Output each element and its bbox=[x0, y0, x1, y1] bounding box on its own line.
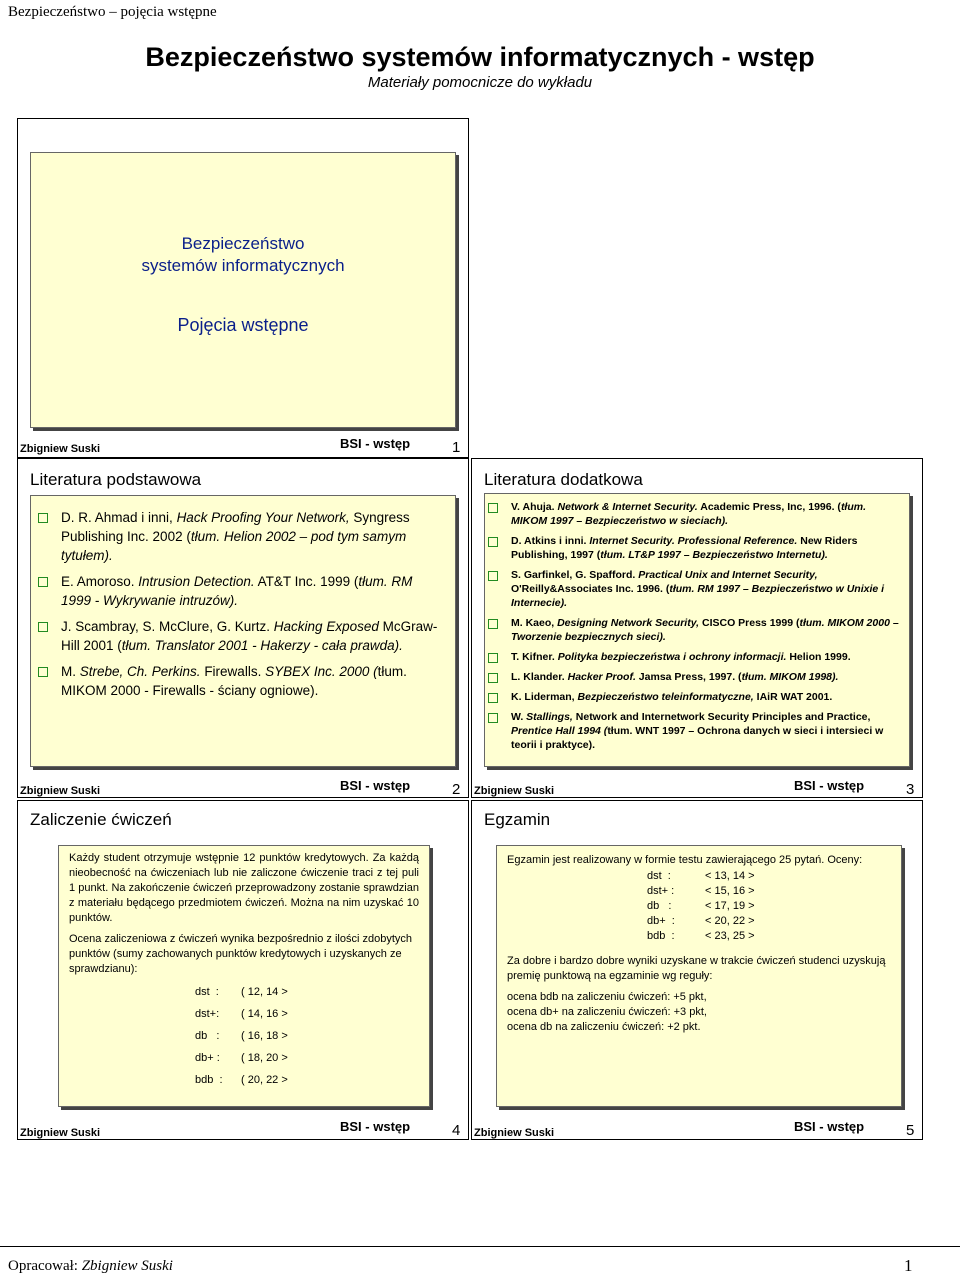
slide-4-grade-row bbox=[69, 1073, 419, 1095]
checkbox-bullet-icon bbox=[488, 571, 498, 581]
slide-3-reference-item-text: IAiR WAT 2001. bbox=[753, 691, 833, 703]
slide-5-paragraph-1: Egzamin jest realizowany w formie testu zawierającego 25 pytań. Oceny: bbox=[507, 854, 863, 866]
slide-1-number: 1 bbox=[452, 439, 461, 456]
slide-3-reference-item-text: T. Kifner. bbox=[511, 651, 558, 663]
slide-1-subtitle: Pojęcia wstępne bbox=[177, 315, 309, 335]
slide-3-reference-item-text: Stallings, bbox=[523, 711, 576, 723]
slide-3-reference-item-text: V. Ahuja. bbox=[511, 501, 558, 513]
slide-5-grade-range: < 23, 25 > bbox=[705, 930, 755, 942]
slide-3-reference-item-text: D. Atkins i inni. bbox=[511, 535, 590, 547]
slide-5-grade-row bbox=[507, 899, 893, 914]
slide-4-grade-range: ( 16, 18 > bbox=[241, 1030, 288, 1042]
slide-3-reference-item-text: M. Kaeo, bbox=[511, 617, 558, 629]
slide-2-reference-item bbox=[31, 617, 445, 655]
slide-3-reference-item-text: Academic Press, Inc, 1996. ( bbox=[697, 501, 841, 513]
slide-2-reference-item-text: Hacking Exposed bbox=[273, 619, 379, 634]
checkbox-bullet-icon bbox=[488, 503, 498, 513]
slide-2-reference-item-text: tłum. RM 1999 - Wykrywanie intruzów). bbox=[61, 574, 413, 608]
slide-4-grade-label: db+ : bbox=[195, 1052, 220, 1064]
slide-5-grade-label: db : bbox=[647, 900, 672, 912]
slide-5-rules bbox=[507, 990, 893, 1035]
slide-2-reference-item-text: Syngress Publishing Inc. 2002 ( bbox=[61, 510, 410, 544]
slide-2-content-box bbox=[30, 495, 456, 767]
slide-4-grade-label: bdb : bbox=[195, 1074, 223, 1086]
slide-3-reference-item-text: Designing Network Security, bbox=[557, 617, 700, 629]
slide-2-reference-item-text: Hack Proofing Your Network, bbox=[176, 510, 350, 525]
slide-5-grade-range: < 13, 14 > bbox=[705, 870, 755, 882]
slide-4-grade-range: ( 20, 22 > bbox=[241, 1074, 288, 1086]
slide-3-reference-item-text: S. Garfinkel, G. Spafford. bbox=[511, 569, 639, 581]
slide-3-course: BSI - wstęp bbox=[794, 778, 865, 793]
slide-4-title: Zaliczenie ćwiczeń bbox=[30, 810, 172, 829]
slide-4-paragraph-2: Ocena zaliczeniowa z ćwiczeń wynika bezpośrednio z ilości zdobytych punktów (sumy zachowanych punktów kredytowych i uzyskanych ze sprawdzianu): bbox=[69, 933, 412, 975]
running-title: Bezpieczeństwo – pojęcia wstępne bbox=[8, 4, 217, 20]
slide-4-grade-range: ( 12, 14 > bbox=[241, 986, 288, 998]
slide-3-reference-item bbox=[485, 500, 901, 528]
slide-2-reference-item-text: tłum. MIKOM 2000 - Firewalls - ściany ogniowe). bbox=[61, 664, 407, 698]
slide-5-rule: ocena db na zaliczeniu ćwiczeń: +2 pkt. bbox=[507, 1021, 701, 1033]
slide-3-reference-item-text: W. bbox=[511, 711, 524, 723]
document-title: Bezpieczeństwo systemów informatycznych - wstęp bbox=[145, 42, 815, 72]
slide-3-reference-item-text: Helion 1999. bbox=[786, 651, 851, 663]
slide-3-list bbox=[485, 500, 901, 752]
slide-4-grades bbox=[69, 985, 419, 1095]
slide-4-number: 4 bbox=[452, 1122, 461, 1139]
slide-3-reference-item-text: Internet Security. Professional Reference. bbox=[589, 535, 798, 547]
slide-2-reference-item-text: McGraw-Hill 2001 ( bbox=[61, 619, 438, 653]
slide-5-grades bbox=[507, 869, 893, 944]
slide-2-reference-item-text: E. Amoroso. bbox=[61, 574, 139, 589]
slide-2-reference-item-text: tłum. Translator 2001 - Hakerzy - cała prawda). bbox=[121, 638, 403, 653]
slide-5-grade-label: db+ : bbox=[647, 915, 675, 927]
slide-3-reference-item-text: O'Reilly&Associates Inc. 1996. ( bbox=[511, 583, 670, 595]
slide-4-content-box bbox=[58, 845, 430, 1107]
slide-4-grade-label: db : bbox=[195, 1030, 220, 1042]
slide-3-reference-item-text: tłum. MIKOM 1998). bbox=[741, 671, 839, 683]
checkbox-bullet-icon bbox=[488, 713, 498, 723]
slide-5-number: 5 bbox=[906, 1122, 915, 1139]
slide-3-reference-item-text: New Riders Publishing, 1997 ( bbox=[511, 535, 858, 561]
slide-5-grade-label: bdb : bbox=[647, 930, 675, 942]
slide-3-number: 3 bbox=[906, 781, 915, 798]
slide-5-content-box bbox=[496, 845, 902, 1107]
checkbox-bullet-icon bbox=[38, 577, 48, 587]
slide-5-grade-label: dst+ : bbox=[647, 885, 675, 897]
slide-2-reference-item-text: AT&T Inc. 1999 ( bbox=[254, 574, 359, 589]
slide-3-reference-item-text: L. Klander. bbox=[511, 671, 568, 683]
slide-2-author: Zbigniew Suski bbox=[20, 785, 101, 797]
slide-3-author: Zbigniew Suski bbox=[474, 785, 555, 797]
slide-3-title: Literatura dodatkowa bbox=[484, 470, 643, 489]
checkbox-bullet-icon bbox=[488, 693, 498, 703]
slide-1-title-line1: Bezpieczeństwo bbox=[181, 234, 305, 253]
checkbox-bullet-icon bbox=[488, 673, 498, 683]
slide-5-grade-range: < 15, 16 > bbox=[705, 885, 755, 897]
slide-3-reference-item bbox=[485, 534, 901, 562]
slide-3-reference-item bbox=[485, 690, 901, 704]
slide-3-reference-item-text: tłum. LT&P 1997 – Bezpieczeństwo Internetu). bbox=[600, 549, 828, 561]
slide-2-reference-item bbox=[31, 508, 445, 565]
page-number: 1 bbox=[904, 1256, 913, 1275]
slide-5-grade-row bbox=[507, 914, 893, 929]
slide-2-reference-item bbox=[31, 662, 445, 700]
slide-3-reference-item bbox=[485, 616, 901, 644]
slide-1-title-line2: systemów informatycznych bbox=[141, 256, 345, 275]
slide-4-paragraph-1: Każdy student otrzymuje wstępnie 12 punktów kredytowych. Za każdą nieobecność na ćwiczeniach lub nie zaliczone ćwiczenie traci z tej puli 1 punkt. Na zakończenie ćwiczeń przeprowadzony zostanie sprawdzian z materiału będącego przedmiotem ćwiczeń. Można na nim uzyskać 10 punktów. bbox=[69, 852, 419, 924]
slide-2-title: Literatura podstawowa bbox=[30, 470, 202, 489]
slide-3-reference-item bbox=[485, 568, 901, 610]
checkbox-bullet-icon bbox=[38, 622, 48, 632]
footer-author: Zbigniew Suski bbox=[81, 1258, 173, 1274]
slide-2-reference-item-text: Strebe, Ch. Perkins. bbox=[76, 664, 205, 679]
slide-5-grade-range: < 20, 22 > bbox=[705, 915, 755, 927]
slide-1-course: BSI - wstęp bbox=[340, 436, 411, 451]
slide-3-reference-item bbox=[485, 710, 901, 752]
slide-3-reference-item-text: CISCO Press 1999 ( bbox=[699, 617, 800, 629]
slide-2-reference-item-text: Firewalls. bbox=[204, 664, 262, 679]
slide-4-grade-label: dst+: bbox=[195, 1008, 220, 1020]
slide-5-grade-row bbox=[507, 929, 893, 944]
slide-3-reference-item bbox=[485, 650, 901, 664]
slide-4-grade-row bbox=[69, 1029, 419, 1051]
footer-prepared-label: Opracował: bbox=[8, 1258, 82, 1274]
slide-4-grade-range: ( 14, 16 > bbox=[241, 1008, 288, 1020]
slide-3-reference-item-text: tłum. MIKOM 1997 – Bezpieczeństwo w sieciach). bbox=[511, 501, 867, 527]
slide-3-reference-item-text: Prentice Hall 1994 ( bbox=[511, 725, 608, 737]
slide-2-reference-item bbox=[31, 572, 445, 610]
slide-2-course: BSI - wstęp bbox=[340, 778, 411, 793]
slide-4-grade-label: dst : bbox=[195, 986, 219, 998]
slide-3-reference-item-text: Bezpieczeństwo teleinformatyczne, bbox=[577, 691, 754, 703]
slide-2-reference-item-text: Intrusion Detection. bbox=[138, 574, 255, 589]
slide-5-grade-row bbox=[507, 869, 893, 884]
footer-credit bbox=[8, 1258, 173, 1275]
slide-3-reference-item-text: tłum. WNT 1997 – Ochrona danych w sieci i intersieci w teorii i praktyce). bbox=[511, 725, 884, 751]
slide-4-grade-row bbox=[69, 1051, 419, 1073]
checkbox-bullet-icon bbox=[488, 653, 498, 663]
slide-2-reference-item-text: SYBEX Inc. 2000 ( bbox=[261, 664, 378, 679]
footer-rule bbox=[0, 1246, 960, 1247]
slide-5-course: BSI - wstęp bbox=[794, 1119, 865, 1134]
slide-5-grade-row bbox=[507, 884, 893, 899]
slide-5-grade-range: < 17, 19 > bbox=[705, 900, 755, 912]
slide-4-grade-range: ( 18, 20 > bbox=[241, 1052, 288, 1064]
slide-5-rule: ocena bdb na zaliczeniu ćwiczeń: +5 pkt, bbox=[507, 991, 707, 1003]
slide-5-title: Egzamin bbox=[484, 810, 551, 829]
slide-2-reference-item-text: J. Scambray, S. McClure, G. Kurtz. bbox=[61, 619, 274, 634]
checkbox-bullet-icon bbox=[38, 513, 48, 523]
slide-3-reference-item-text: K. Liderman, bbox=[511, 691, 578, 703]
slide-3-reference-item-text: Network and Internetwork Security Principles and Practice, bbox=[575, 711, 871, 723]
slide-4-course: BSI - wstęp bbox=[340, 1119, 411, 1134]
slide-3-reference-item-text: Hacker Proof. bbox=[567, 671, 636, 683]
slide-4-grade-row bbox=[69, 1007, 419, 1029]
slide-4-grade-row bbox=[69, 985, 419, 1007]
slide-3-reference-item-text: Jamsa Press, 1997. ( bbox=[635, 671, 742, 683]
slide-1-author: Zbigniew Suski bbox=[20, 443, 101, 455]
slide-1-title-box bbox=[30, 152, 456, 428]
checkbox-bullet-icon bbox=[38, 667, 48, 677]
slide-3-reference-item-text: Network & Internet Security. bbox=[557, 501, 698, 513]
document-subtitle: Materiały pomocnicze do wykładu bbox=[367, 74, 593, 91]
slide-5-rule: ocena db+ na zaliczeniu ćwiczeń: +3 pkt, bbox=[507, 1006, 707, 1018]
slide-2-reference-item-text: D. R. Ahmad i inni, bbox=[61, 510, 177, 525]
checkbox-bullet-icon bbox=[488, 537, 498, 547]
slide-3-reference-item-text: Polityka bezpieczeństwa i ochrony informacji. bbox=[557, 651, 787, 663]
checkbox-bullet-icon bbox=[488, 619, 498, 629]
slide-3-reference-item-text: tłum. MIKOM 2000 – Tworzenie bezpiecznych sieci). bbox=[511, 617, 899, 643]
slide-5-paragraph-2: Za dobre i bardzo dobre wyniki uzyskane w trakcie ćwiczeń studenci uzyskują premię punktową na egzaminie wg reguły: bbox=[507, 955, 886, 982]
slide-2-number: 2 bbox=[452, 781, 461, 798]
slide-3-reference-item-text: tłum. RM 1997 – Bezpieczeństwo w Unixie i Internecie). bbox=[511, 583, 885, 609]
slide-2-reference-item-text: M. bbox=[61, 664, 76, 679]
slide-2-reference-item-text: tłum. Helion 2002 – pod tym samym tytułem). bbox=[61, 529, 407, 563]
slide-3-reference-item-text: Practical Unix and Internet Security, bbox=[638, 569, 818, 581]
slide-3-reference-item bbox=[485, 670, 901, 684]
slide-2-list bbox=[31, 508, 445, 700]
slide-5-author: Zbigniew Suski bbox=[474, 1127, 555, 1139]
slide-5-grade-label: dst : bbox=[647, 870, 671, 882]
slide-4-author: Zbigniew Suski bbox=[20, 1127, 101, 1139]
slide-3-content-box bbox=[484, 493, 910, 767]
